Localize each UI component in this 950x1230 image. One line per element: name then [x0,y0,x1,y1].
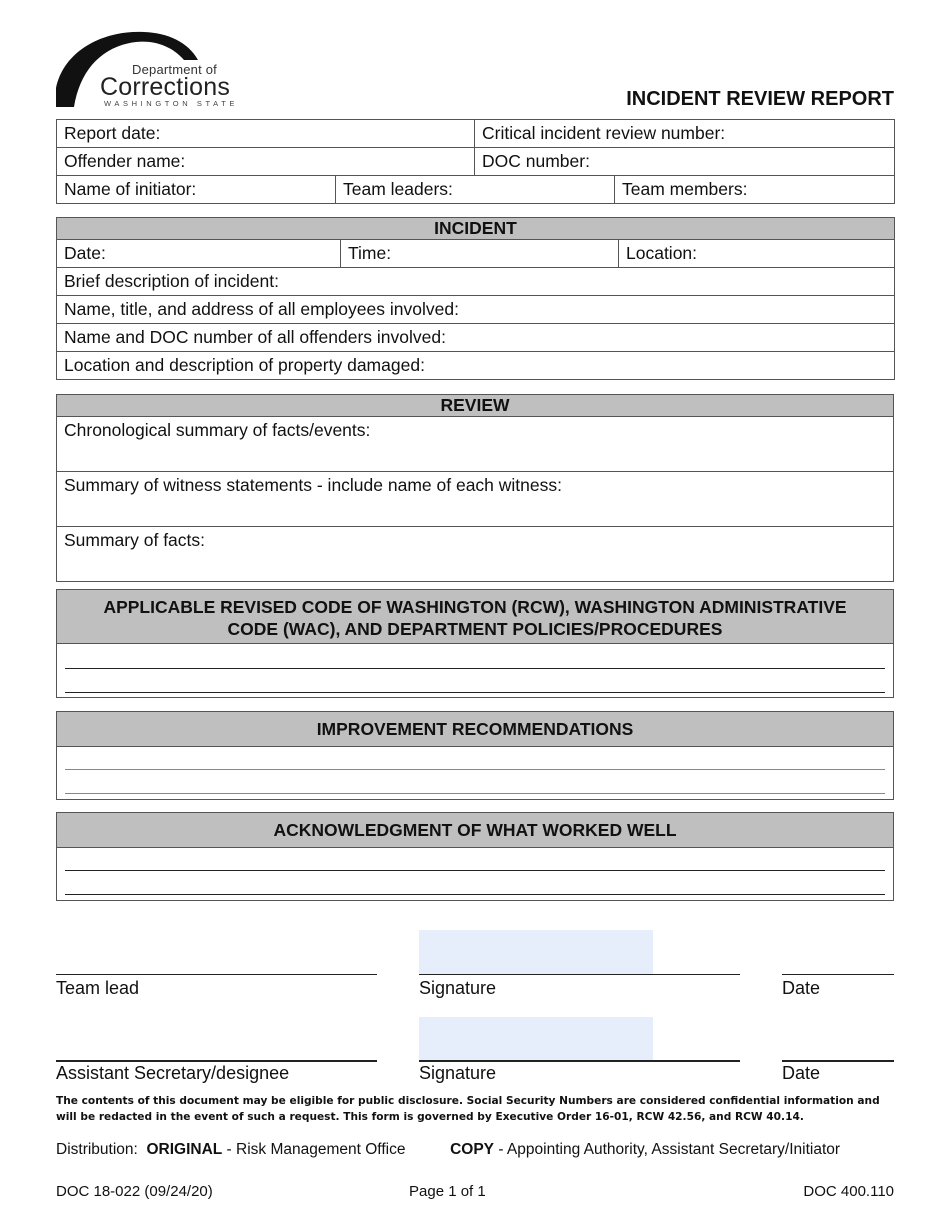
policy-number: DOC 400.110 [803,1183,894,1200]
signature-label-1: Signature [419,978,497,998]
witness-statements-field[interactable]: Summary of witness statements - include name of each witness: [57,472,894,527]
incident-description-field[interactable]: Brief description of incident: [57,268,895,296]
date-label-1: Date [782,978,821,998]
improvement-entry-line-2[interactable] [65,793,885,794]
rcw-entry-line-2[interactable] [65,692,885,693]
property-damaged-field[interactable]: Location and description of property damaged: [57,352,895,380]
offender-name-field[interactable]: Offender name: [57,148,475,176]
logo-state-text: WASHINGTON STATE [104,99,238,108]
public-disclosure-notice: The contents of this document may be eligible for public disclosure. Social Security Numbers are considered confidential information and will be redacted in the event of such a request. This form is governed by Executive Order 16-01, RCW 42.56, and RCW 40.14. [56,1095,880,1123]
incident-date-field[interactable]: Date: [57,240,341,268]
incident-time-field[interactable]: Time: [341,240,619,268]
page-number: Page 1 of 1 [409,1183,486,1200]
report-header-table [56,119,895,204]
rcw-entry-line-1[interactable] [65,668,885,669]
offenders-involved-field[interactable]: Name and DOC number of all offenders involved: [57,324,895,352]
date-label-2: Date [782,1063,821,1083]
assistant-signature-line [419,1060,740,1062]
doc-number-field[interactable]: DOC number: [475,148,895,176]
logo-corrections-text: Corrections [100,73,231,101]
assistant-signature-field[interactable] [419,1017,653,1060]
rcw-heading-line1: APPLICABLE REVISED CODE OF WASHINGTON (RCW), WASHINGTON ADMINISTRATIVE [103,597,847,617]
team-lead-label: Team lead [56,978,140,998]
team-leaders-field[interactable]: Team leaders: [336,176,615,204]
distribution-original: ORIGINAL [146,1141,223,1158]
worked-well-heading: ACKNOWLEDGMENT OF WHAT WORKED WELL [57,813,893,848]
worked-well-entry-line-2[interactable] [65,894,885,895]
distribution-line [56,1141,840,1159]
rcw-heading-line2: CODE (WAC), AND DEPARTMENT POLICIES/PROCEDURES [227,619,723,639]
review-heading: REVIEW [57,395,894,417]
distribution-copy: COPY [450,1141,495,1158]
form-title: INCIDENT REVIEW REPORT [626,88,894,110]
team-lead-line [56,974,377,975]
team-lead-signature-field[interactable] [419,930,653,974]
improvement-heading: IMPROVEMENT RECOMMENDATIONS [57,712,893,747]
distribution-original-text: - Risk Management Office [222,1141,406,1158]
assistant-secretary-label: Assistant Secretary/designee [56,1063,290,1083]
incident-table [56,217,895,380]
employees-involved-field[interactable]: Name, title, and address of all employees involved: [57,296,895,324]
logo-dept-text: Department of [132,62,217,77]
form-number: DOC 18-022 (09/24/20) [56,1183,213,1200]
chronological-summary-field[interactable]: Chronological summary of facts/events: [57,417,894,472]
rcw-section [56,589,894,698]
report-date-field[interactable]: Report date: [57,120,475,148]
incident-heading: INCIDENT [57,218,895,240]
distribution-copy-text: - Appointing Authority, Assistant Secretary/Initiator [494,1141,841,1158]
critical-review-number-field[interactable]: Critical incident review number: [475,120,895,148]
worked-well-entry-line-1[interactable] [65,870,885,871]
rcw-heading [57,590,893,644]
worked-well-section [56,812,894,901]
team-lead-signature-line [419,974,740,975]
incident-location-field[interactable]: Location: [619,240,895,268]
assistant-date-line [782,1060,894,1062]
signature-label-2: Signature [419,1063,497,1083]
improvement-entry-line-1[interactable] [65,769,885,770]
distribution-label: Distribution: [56,1141,138,1158]
assistant-line [56,1060,377,1062]
review-table [56,394,894,582]
summary-of-facts-field[interactable]: Summary of facts: [57,527,894,582]
improvement-section [56,711,894,800]
team-lead-date-line [782,974,894,975]
team-members-field[interactable]: Team members: [615,176,895,204]
initiator-field[interactable]: Name of initiator: [57,176,336,204]
